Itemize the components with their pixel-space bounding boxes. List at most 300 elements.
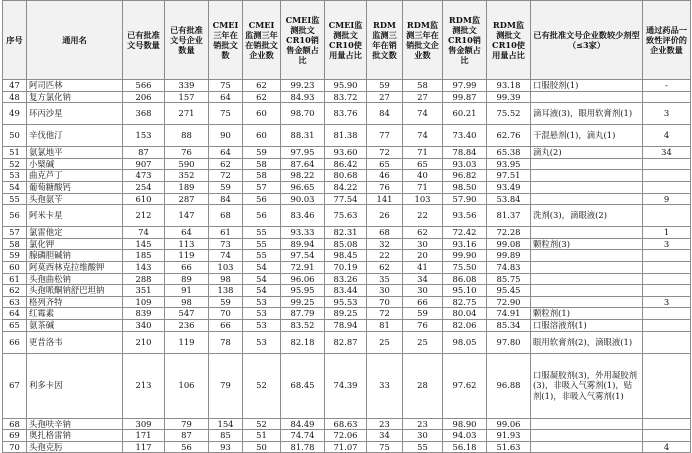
table-cell: 74.39 <box>325 353 367 418</box>
table-cell: 87.64 <box>281 158 325 170</box>
table-cell: 40 <box>403 170 443 182</box>
table-cell: 97.62 <box>443 353 487 418</box>
table-cell: 84.93 <box>281 91 325 103</box>
table-cell: 236 <box>165 319 209 331</box>
table-cell: 80.68 <box>325 170 367 182</box>
table-cell: 84.22 <box>325 181 367 193</box>
table-row <box>3 170 691 182</box>
table-cell: 212 <box>123 205 165 227</box>
drug-name-cell: 曲克芦丁 <box>27 170 123 182</box>
dosage-form-cell: 洗剂(3)，滴眼液(2) <box>531 205 643 227</box>
table-cell <box>643 181 691 193</box>
table-cell: 153 <box>123 125 165 147</box>
column-header: CMEI监测三年在销批文企业数 <box>243 1 281 80</box>
table-cell: 99.06 <box>487 418 531 430</box>
table-cell: 71.07 <box>325 441 367 453</box>
table-row <box>3 273 691 285</box>
table-cell: 72.42 <box>443 227 487 239</box>
table-cell: 109 <box>123 296 165 308</box>
table-cell: 50 <box>3 125 27 147</box>
drug-name-cell: 更昔洛韦 <box>27 331 123 353</box>
table-row <box>3 147 691 159</box>
table-cell: 56 <box>3 205 27 227</box>
table-cell: 75.52 <box>487 103 531 125</box>
table-cell: 95.10 <box>443 285 487 297</box>
dosage-form-cell <box>531 170 643 182</box>
table-cell: 99.25 <box>281 296 325 308</box>
table-cell: 57 <box>3 227 27 239</box>
dosage-form-cell <box>531 158 643 170</box>
table-cell: 85 <box>209 430 243 442</box>
table-cell: 78.84 <box>443 147 487 159</box>
table-cell: 59 <box>367 80 403 92</box>
table-cell: 93.16 <box>443 238 487 250</box>
table-cell: 87 <box>123 147 165 159</box>
table-cell: 340 <box>123 319 165 331</box>
table-cell: 51 <box>3 147 27 159</box>
table-cell: 74.91 <box>487 308 531 320</box>
table-cell: 145 <box>123 238 165 250</box>
table-row <box>3 80 691 92</box>
dosage-form-cell <box>531 285 643 297</box>
table-row <box>3 331 691 353</box>
table-cell: 77 <box>367 125 403 147</box>
dosage-form-cell <box>531 418 643 430</box>
dosage-form-cell: 口服凝胶剂(3)，外用凝胶剂(3)，非吸入气雾剂(1)，贴剂(1)，非吸入气雾剂(1) <box>531 353 643 418</box>
table-cell: 96.82 <box>443 170 487 182</box>
table-cell: 66 <box>165 261 209 273</box>
dosage-form-cell <box>531 441 643 453</box>
table-row <box>3 158 691 170</box>
drug-name-cell: 氨氯地平 <box>27 147 123 159</box>
table-cell: 32 <box>367 238 403 250</box>
column-header: RDM监测三年在销批文数 <box>367 1 403 80</box>
table-row <box>3 103 691 125</box>
table-cell: 70 <box>209 308 243 320</box>
table-cell: 49 <box>3 103 27 125</box>
column-header: 通过药品一致性评价的企业数量 <box>643 1 691 80</box>
drug-name-cell: 利多卡因 <box>27 353 123 418</box>
table-cell: 72 <box>367 147 403 159</box>
table-cell: 84.49 <box>281 418 325 430</box>
table-cell: 75 <box>367 441 403 453</box>
table-cell: 76 <box>403 319 443 331</box>
table-cell: 59 <box>243 147 281 159</box>
table-row <box>3 430 691 442</box>
table-cell: 51 <box>243 430 281 442</box>
table-cell: 254 <box>123 181 165 193</box>
table-cell: 566 <box>123 80 165 92</box>
table-cell <box>643 205 691 227</box>
table-cell: 52 <box>243 418 281 430</box>
table-cell: 4 <box>643 441 691 453</box>
table-cell: 74.83 <box>487 261 531 273</box>
table-cell: 66 <box>403 296 443 308</box>
table-cell: 74 <box>123 227 165 239</box>
table-cell: 26 <box>367 205 403 227</box>
table-cell: 55 <box>243 238 281 250</box>
table-cell: 82.87 <box>325 331 367 353</box>
table-cell: 98.45 <box>325 250 367 262</box>
table-cell: 52 <box>243 353 281 418</box>
table-cell: 84 <box>209 193 243 205</box>
table-cell: 20 <box>403 250 443 262</box>
table-cell: 64 <box>3 308 27 320</box>
table-cell <box>643 261 691 273</box>
table-cell: 58 <box>243 158 281 170</box>
table-cell: 99.23 <box>281 80 325 92</box>
column-header: RDM监测批文CR10销售金额占比 <box>443 1 487 80</box>
table-cell: 65 <box>3 319 27 331</box>
table-cell: 74 <box>403 125 443 147</box>
table-cell: 56 <box>165 441 209 453</box>
table-cell: 64 <box>165 227 209 239</box>
table-cell: 93.18 <box>487 80 531 92</box>
table-cell: 339 <box>165 80 209 92</box>
table-row <box>3 238 691 250</box>
table-cell: 82.31 <box>325 227 367 239</box>
table-cell: 68 <box>3 418 27 430</box>
table-cell: 54 <box>243 261 281 273</box>
table-cell: 89 <box>165 273 209 285</box>
table-row <box>3 441 691 453</box>
table-cell: 98 <box>165 296 209 308</box>
dosage-form-cell <box>531 296 643 308</box>
table-row <box>3 193 691 205</box>
table-cell: 85.75 <box>487 273 531 285</box>
table-cell: 72.28 <box>487 227 531 239</box>
table-cell: 85.08 <box>325 238 367 250</box>
table-cell: 53 <box>243 319 281 331</box>
drug-name-cell: 头孢克肟 <box>27 441 123 453</box>
table-cell: 590 <box>165 158 209 170</box>
table-cell: 55 <box>403 441 443 453</box>
column-header: RDM监测三年在销批文企业数 <box>403 1 443 80</box>
table-cell: 73.40 <box>443 125 487 147</box>
table-cell: 288 <box>123 273 165 285</box>
table-cell: 60 <box>243 125 281 147</box>
table-row <box>3 296 691 308</box>
drug-name-cell: 环丙沙星 <box>27 103 123 125</box>
table-cell: 88.31 <box>281 125 325 147</box>
table-cell: 99.08 <box>487 238 531 250</box>
table-cell: 352 <box>165 170 209 182</box>
table-cell: 34 <box>643 147 691 159</box>
table-cell: 25 <box>367 331 403 353</box>
table-cell: 65.38 <box>487 147 531 159</box>
table-cell: 74 <box>403 103 443 125</box>
dosage-form-cell: 滴丸(2) <box>531 147 643 159</box>
table-cell: 98.22 <box>281 170 325 182</box>
dosage-form-cell <box>531 430 643 442</box>
drug-name-cell: 腺磷胆碱钠 <box>27 250 123 262</box>
dosage-form-cell <box>531 193 643 205</box>
table-cell: 97.99 <box>443 80 487 92</box>
table-cell: 30 <box>403 238 443 250</box>
table-cell: 62 <box>403 227 443 239</box>
table-cell: 57 <box>243 181 281 193</box>
drug-name-cell: 复方氯化钠 <box>27 91 123 103</box>
dosage-form-cell <box>531 91 643 103</box>
table-row <box>3 285 691 297</box>
table-cell: 66 <box>3 331 27 353</box>
table-cell: 97.51 <box>487 170 531 182</box>
table-cell: 65 <box>367 158 403 170</box>
table-cell: 90 <box>209 125 243 147</box>
table-cell: 52 <box>3 158 27 170</box>
table-cell: 48 <box>3 91 27 103</box>
table-cell: 213 <box>123 353 165 418</box>
table-cell: 72.06 <box>325 430 367 442</box>
table-row <box>3 261 691 273</box>
column-header: CMEI监测批文CR10使用量占比 <box>325 1 367 80</box>
drug-table <box>2 0 691 453</box>
column-header: 通用名 <box>27 1 123 80</box>
table-cell: 147 <box>165 205 209 227</box>
dosage-form-cell <box>531 261 643 273</box>
table-cell: 65 <box>403 158 443 170</box>
table-cell: 93.03 <box>443 158 487 170</box>
table-cell: 72.90 <box>487 296 531 308</box>
table-cell: 103 <box>209 261 243 273</box>
table-cell: 351 <box>123 285 165 297</box>
dosage-form-cell <box>531 250 643 262</box>
table-cell: 60.21 <box>443 103 487 125</box>
table-cell <box>643 158 691 170</box>
table-cell: 72 <box>367 308 403 320</box>
table-cell: 547 <box>165 308 209 320</box>
table-cell: 55 <box>243 250 281 262</box>
table-body <box>3 80 691 453</box>
table-cell <box>643 91 691 103</box>
dosage-form-cell: 口服溶液剂(1) <box>531 319 643 331</box>
table-cell: 61 <box>3 273 27 285</box>
table-cell: 189 <box>165 181 209 193</box>
table-cell: 95.53 <box>325 296 367 308</box>
table-cell: 23 <box>367 418 403 430</box>
table-cell: 143 <box>123 261 165 273</box>
table-cell: 98.90 <box>443 418 487 430</box>
table-cell: 98 <box>209 273 243 285</box>
table-cell: 53.84 <box>487 193 531 205</box>
table-cell: 610 <box>123 193 165 205</box>
table-cell: 117 <box>123 441 165 453</box>
table-cell: 78 <box>209 331 243 353</box>
table-cell: 60 <box>243 103 281 125</box>
table-row <box>3 308 691 320</box>
table-cell: 99.39 <box>487 91 531 103</box>
table-cell: 96.65 <box>281 181 325 193</box>
drug-name-cell: 氨茶碱 <box>27 319 123 331</box>
table-cell: 30 <box>403 285 443 297</box>
table-cell: 68 <box>367 227 403 239</box>
table-cell: 141 <box>367 193 403 205</box>
table-cell: 62 <box>367 261 403 273</box>
table-cell: 119 <box>165 331 209 353</box>
table-cell: 154 <box>209 418 243 430</box>
table-row <box>3 125 691 147</box>
table-cell: 83.76 <box>325 103 367 125</box>
table-cell: 59 <box>209 181 243 193</box>
table-cell: 67 <box>3 353 27 418</box>
table-cell: 206 <box>123 91 165 103</box>
table-cell: 71 <box>403 147 443 159</box>
table-cell: 309 <box>123 418 165 430</box>
dosage-form-cell <box>531 227 643 239</box>
table-cell <box>643 418 691 430</box>
table-cell: 3 <box>643 296 691 308</box>
table-row <box>3 418 691 430</box>
table-cell: 97.80 <box>487 331 531 353</box>
table-cell: 119 <box>165 250 209 262</box>
table-cell: 75 <box>209 80 243 92</box>
table-row <box>3 91 691 103</box>
table-cell: 25 <box>403 331 443 353</box>
table-cell: 93.95 <box>487 158 531 170</box>
table-cell: 78.94 <box>325 319 367 331</box>
drug-name-cell: 格列齐特 <box>27 296 123 308</box>
table-cell: 63 <box>3 296 27 308</box>
table-cell: 1 <box>643 227 691 239</box>
table-cell <box>643 250 691 262</box>
table-cell: 86.42 <box>325 158 367 170</box>
dosage-form-cell: 颗粒剂(1) <box>531 308 643 320</box>
table-cell: 81 <box>367 319 403 331</box>
column-header: 序号 <box>3 1 27 80</box>
table-cell: 53 <box>243 296 281 308</box>
table-cell: 85.34 <box>487 319 531 331</box>
table-cell: 83.52 <box>281 319 325 331</box>
table-cell: 97.54 <box>281 250 325 262</box>
dosage-form-cell: 眼用软膏剂(2)，滴眼液(1) <box>531 331 643 353</box>
table-cell <box>643 273 691 285</box>
table-cell: 72 <box>209 170 243 182</box>
dosage-form-cell: 口服胶剂(1) <box>531 80 643 92</box>
table-cell: 71 <box>403 181 443 193</box>
table-cell: 98.50 <box>443 181 487 193</box>
table-cell: 368 <box>123 103 165 125</box>
table-cell: 75.50 <box>443 261 487 273</box>
table-cell: 95.45 <box>487 285 531 297</box>
drug-name-cell: 头孢呋辛钠 <box>27 418 123 430</box>
table-cell: 113 <box>165 238 209 250</box>
table-cell: 90.03 <box>281 193 325 205</box>
table-row <box>3 250 691 262</box>
table-row <box>3 181 691 193</box>
table-cell: 4 <box>643 125 691 147</box>
table-cell: 3 <box>643 238 691 250</box>
drug-name-cell: 红霉素 <box>27 308 123 320</box>
table-row <box>3 205 691 227</box>
table-cell: 74.74 <box>281 430 325 442</box>
table-cell: 83.72 <box>325 91 367 103</box>
table-cell <box>643 430 691 442</box>
table-cell: 59 <box>3 250 27 262</box>
table-cell: 62 <box>3 285 27 297</box>
dosage-form-cell: 滴耳液(3)，眼用软膏剂(1) <box>531 103 643 125</box>
table-cell: 91 <box>165 285 209 297</box>
table-cell: 89.94 <box>281 238 325 250</box>
dosage-form-cell <box>531 273 643 285</box>
table-cell: 82.18 <box>281 331 325 353</box>
table-cell: 53 <box>243 308 281 320</box>
table-cell: 77.54 <box>325 193 367 205</box>
table-cell: 64 <box>209 147 243 159</box>
table-cell: 62 <box>243 80 281 92</box>
column-header: CMEI监测批文CR10销售金额占比 <box>281 1 325 80</box>
table-cell: 58 <box>403 80 443 92</box>
table-cell: 98.70 <box>281 103 325 125</box>
table-cell: 76 <box>367 181 403 193</box>
table-cell: 93 <box>209 441 243 453</box>
table-cell: 22 <box>403 205 443 227</box>
table-cell: 81.38 <box>325 125 367 147</box>
table-cell: 62.76 <box>487 125 531 147</box>
table-cell: 56.18 <box>443 441 487 453</box>
table-cell: 99.89 <box>487 250 531 262</box>
table-cell: 73 <box>209 238 243 250</box>
drug-name-cell: 氯雷他定 <box>27 227 123 239</box>
table-cell: 103 <box>403 193 443 205</box>
drug-name-cell: 葡萄糖酸钙 <box>27 181 123 193</box>
table-cell: 87 <box>165 430 209 442</box>
table-cell: 68.63 <box>325 418 367 430</box>
table-cell: 56 <box>243 193 281 205</box>
drug-name-cell: 辛伐他汀 <box>27 125 123 147</box>
table-cell: 95.95 <box>281 285 325 297</box>
table-cell: 23 <box>403 418 443 430</box>
table-cell: 59 <box>403 308 443 320</box>
table-cell <box>643 319 691 331</box>
table-cell: 53 <box>243 331 281 353</box>
table-cell: 87.79 <box>281 308 325 320</box>
table-cell: 53 <box>3 170 27 182</box>
table-cell: 30 <box>367 285 403 297</box>
table-cell: 50 <box>243 441 281 453</box>
table-cell: 89.25 <box>325 308 367 320</box>
table-cell: 79 <box>209 353 243 418</box>
table-cell: 70 <box>367 296 403 308</box>
table-cell <box>643 285 691 297</box>
drug-name-cell: 头孢氨苄 <box>27 193 123 205</box>
table-cell: 27 <box>367 91 403 103</box>
drug-name-cell: 奥扎格雷钠 <box>27 430 123 442</box>
column-header: CMEI三年在销批文数 <box>209 1 243 80</box>
table-cell: 93.33 <box>281 227 325 239</box>
table-cell: 54 <box>243 273 281 285</box>
drug-name-cell: 氯化钾 <box>27 238 123 250</box>
column-header: RDM监测批文CR10使用量占比 <box>487 1 531 80</box>
table-cell: 54 <box>3 181 27 193</box>
table-cell: 91.93 <box>487 430 531 442</box>
table-cell: 69 <box>3 430 27 442</box>
table-cell: 907 <box>123 158 165 170</box>
table-cell <box>643 170 691 182</box>
column-header: 已有批准文号数量 <box>123 1 165 80</box>
table-row <box>3 353 691 418</box>
table-cell: 55 <box>3 193 27 205</box>
table-cell: 56 <box>243 205 281 227</box>
table-cell: 58 <box>3 238 27 250</box>
table-cell: 59 <box>209 296 243 308</box>
table-cell: 82.75 <box>443 296 487 308</box>
column-header: 已有批准文号企业数较少剂型（≤3家） <box>531 1 643 80</box>
table-cell: 97.95 <box>281 147 325 159</box>
table-cell: 99.87 <box>443 91 487 103</box>
table-cell: 61 <box>209 227 243 239</box>
table-cell: 62 <box>209 158 243 170</box>
table-cell: 70.19 <box>325 261 367 273</box>
